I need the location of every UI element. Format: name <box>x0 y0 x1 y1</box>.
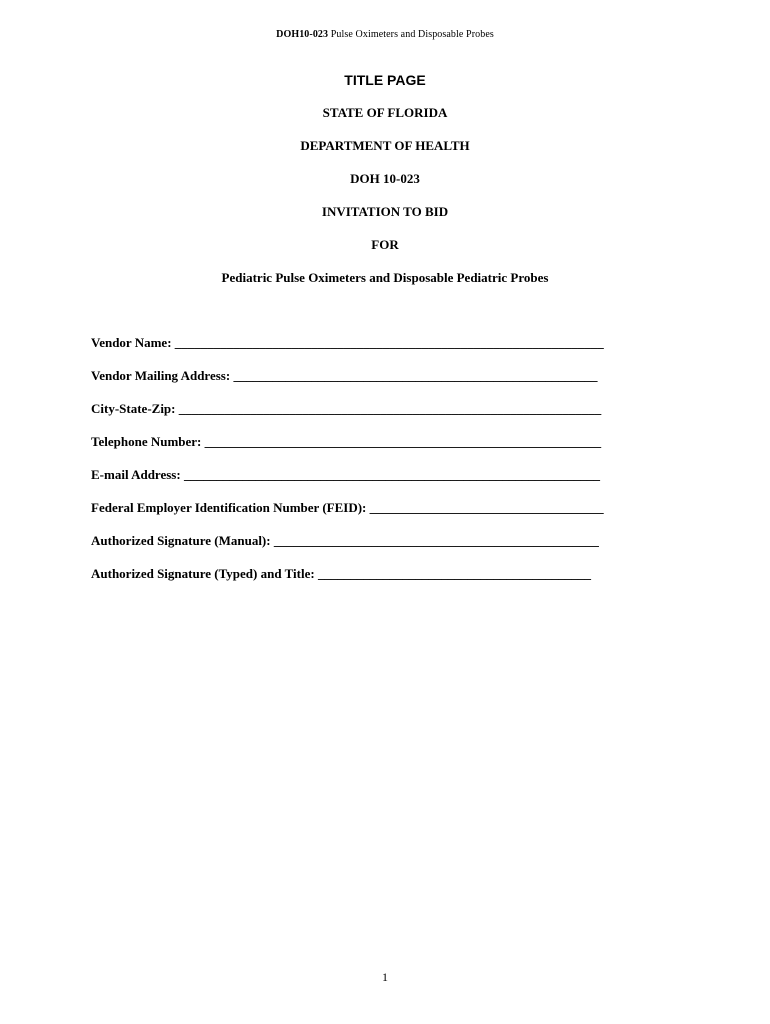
title-block <box>0 70 770 301</box>
vendor-mailing-address-field[interactable] <box>91 366 651 399</box>
field-blank-line[interactable]: ________________________________________________________________ <box>183 467 600 482</box>
field-label: Vendor Mailing Address: <box>91 368 234 383</box>
field-label: Federal Employer Identification Number (FEID): <box>91 500 370 515</box>
page-number: 1 <box>382 970 388 984</box>
department-heading: DEPARTMENT OF HEALTH <box>300 138 470 153</box>
for-heading: FOR <box>371 237 399 252</box>
authorized-signature-manual-field[interactable] <box>91 531 651 564</box>
field-label: City-State-Zip: <box>91 401 179 416</box>
doc-number-heading: DOH 10-023 <box>350 171 420 186</box>
state-heading: STATE OF FLORIDA <box>322 105 448 120</box>
title-page-heading: TITLE PAGE <box>344 72 426 88</box>
field-blank-line[interactable]: ________________________________________________________ <box>233 368 598 383</box>
vendor-name-field[interactable] <box>91 333 651 366</box>
field-blank-line[interactable]: __________________________________________ <box>317 566 591 581</box>
invitation-heading: INVITATION TO BID <box>321 204 449 219</box>
authorized-signature-typed-field[interactable] <box>91 564 651 597</box>
telephone-number-field[interactable] <box>91 432 651 465</box>
header-doc-title: Pulse Oximeters and Disposable Probes <box>330 29 494 40</box>
email-address-field[interactable] <box>91 465 651 498</box>
city-state-zip-field[interactable] <box>91 399 651 432</box>
field-blank-line[interactable]: __________________________________________________________________ <box>174 335 604 350</box>
field-label: Vendor Name: <box>91 335 175 350</box>
field-label: E-mail Address: <box>91 467 184 482</box>
header-doc-code: DOH10-023 <box>276 29 329 40</box>
feid-field[interactable] <box>91 498 651 531</box>
field-label: Telephone Number: <box>91 434 205 449</box>
field-blank-line[interactable]: _________________________________________________________________ <box>178 401 602 416</box>
field-label: Authorized Signature (Manual): <box>91 533 274 548</box>
field-blank-line[interactable]: __________________________________________________ <box>273 533 599 548</box>
subject-heading: Pediatric Pulse Oximeters and Disposable Pediatric Probes <box>221 270 549 285</box>
field-label: Authorized Signature (Typed) and Title: <box>91 566 318 581</box>
field-blank-line[interactable]: _____________________________________________________________ <box>204 434 602 449</box>
field-blank-line[interactable]: ____________________________________ <box>369 500 604 515</box>
running-header <box>0 29 770 40</box>
vendor-form <box>91 333 651 597</box>
